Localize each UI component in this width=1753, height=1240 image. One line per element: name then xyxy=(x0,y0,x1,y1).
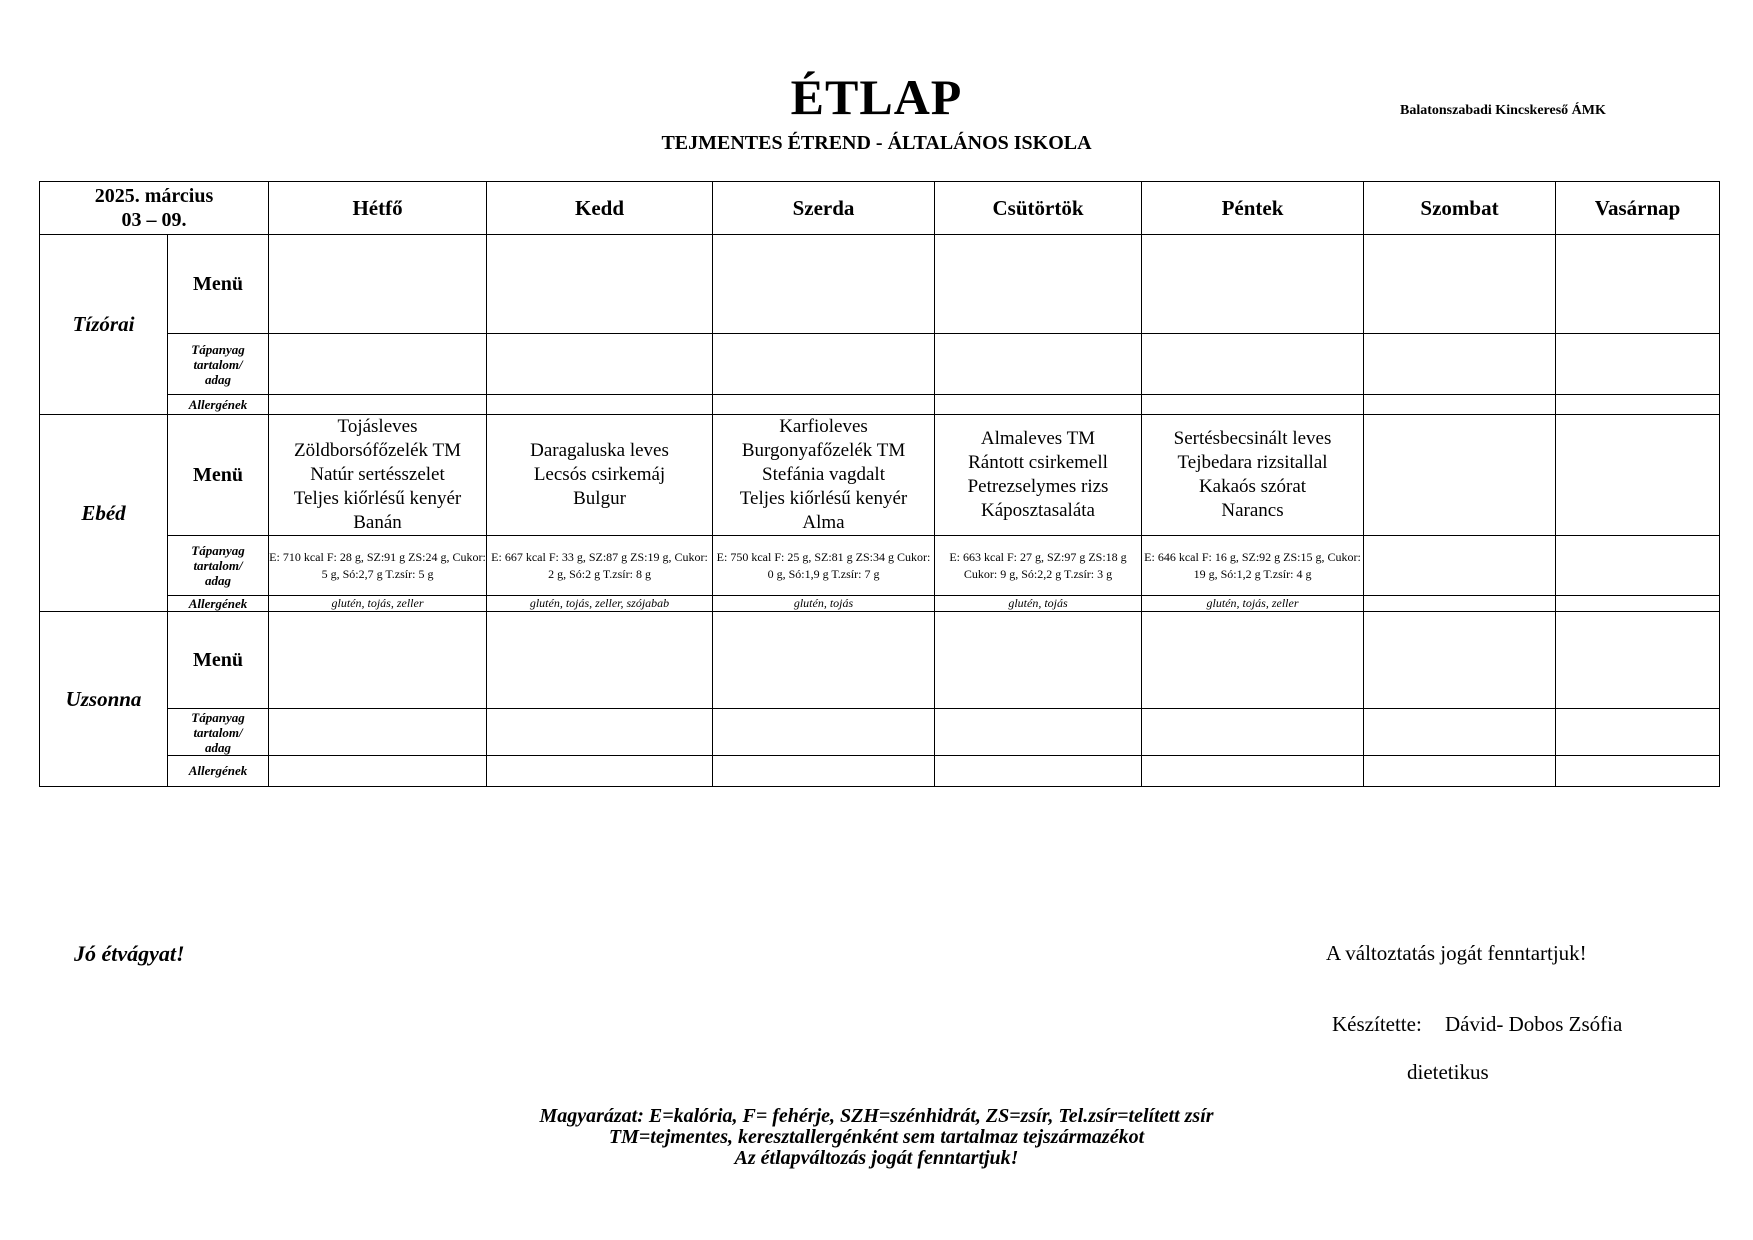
dish-item: Petrezselymes rizs xyxy=(967,476,1109,497)
nutrition-label-line-2: tartalom/ xyxy=(193,724,243,740)
dish-item: Almaleves TM xyxy=(980,428,1096,449)
legend-note-2: TM=tejmentes, keresztallergénként sem tartalmaz tejszármazékot xyxy=(608,1126,1145,1148)
dish-item: Káposztasaláta xyxy=(981,500,1095,521)
nutrition-label-line-2: tartalom/ xyxy=(193,356,243,372)
dish-item: Sertésbecsinált leves xyxy=(1173,428,1332,449)
dish-item: Daragaluska leves xyxy=(530,440,669,461)
made-by-name: Dávid- Dobos Zsófia xyxy=(1445,1012,1623,1036)
nutrition-cell-thursday: E: 663 kcal F: 27 g, SZ:97 g ZS:18 g Cukor: 9 g, Só:2,2 g T.zsír: 3 g xyxy=(935,536,1142,596)
dish-item: Alma xyxy=(802,512,845,533)
dish-item: Karfioleves xyxy=(779,416,868,437)
ebed-menu-row xyxy=(40,415,1720,536)
dish-item: Rántott csirkemell xyxy=(968,452,1108,473)
allergen-cell-tuesday: glutén, tojás, zeller, szójabab xyxy=(487,596,713,612)
day-header-saturday: Szombat xyxy=(1364,182,1556,235)
meal-label-uzsonna: Uzsonna xyxy=(40,612,168,787)
dish-item: Burgonyafőzelék TM xyxy=(741,440,906,461)
nutrition-label-line-3: adag xyxy=(205,371,231,387)
nutrition-label-line-1: Tápanyag xyxy=(191,341,245,357)
header-row xyxy=(40,182,1720,235)
allergen-cell-wednesday: glutén, tojás xyxy=(713,596,935,612)
dish-cell-friday xyxy=(1142,415,1364,536)
dish-cell-tuesday xyxy=(487,415,713,536)
row-label-menu: Menü xyxy=(168,612,269,709)
tizorai-nutrition-row xyxy=(40,334,1720,395)
nutrition-label-line-3: adag xyxy=(205,739,231,755)
dish-cell-thursday xyxy=(935,415,1142,536)
date-line-1: 2025. március xyxy=(94,185,214,207)
date-line-2: 03 – 09. xyxy=(121,209,187,231)
meal-label-tizorai: Tízórai xyxy=(40,235,168,415)
dish-item: Banán xyxy=(353,512,402,533)
row-label-allergens: Allergének xyxy=(168,756,269,787)
nutrition-cell-wednesday: E: 750 kcal F: 25 g, SZ:81 g ZS:34 g Cukor: 0 g, Só:1,9 g T.zsír: 7 g xyxy=(713,536,935,596)
row-label-allergens: Allergének xyxy=(168,395,269,415)
allergen-cell-monday: glutén, tojás, zeller xyxy=(269,596,487,612)
dish-item: Kakaós szórat xyxy=(1198,476,1307,497)
dish-item: Tejbedara rizsitallal xyxy=(1177,452,1328,473)
tizorai-menu-row xyxy=(40,235,1720,334)
dish-item: Natúr sertésszelet xyxy=(310,464,445,485)
row-label-nutrition xyxy=(168,334,269,395)
uzsonna-menu-row xyxy=(40,612,1720,709)
allergen-cell-thursday: glutén, tojás xyxy=(935,596,1142,612)
menu-table xyxy=(39,181,1720,787)
nutrition-cell-tuesday: E: 667 kcal F: 33 g, SZ:87 g ZS:19 g, Cukor: 2 g, Só:2 g T.zsír: 8 g xyxy=(487,536,713,596)
page-title: ÉTLAP xyxy=(790,69,963,125)
ebed-nutrition-row xyxy=(40,536,1720,596)
dish-cell-wednesday xyxy=(713,415,935,536)
day-header-tuesday: Kedd xyxy=(487,182,713,235)
uzsonna-allergen-row xyxy=(40,756,1720,787)
row-label-allergens: Allergének xyxy=(168,596,269,612)
author-role: dietetikus xyxy=(1407,1060,1489,1084)
day-header-thursday: Csütörtök xyxy=(935,182,1142,235)
made-by-label: Készítette: xyxy=(1332,1012,1422,1036)
organization-name: Balatonszabadi Kincskereső ÁMK xyxy=(1400,103,1606,118)
uzsonna-nutrition-row xyxy=(40,709,1720,756)
dish-item: Narancs xyxy=(1221,500,1284,521)
nutrition-label-line-2: tartalom/ xyxy=(193,558,243,573)
nutrition-label-line-1: Tápanyag xyxy=(191,709,245,725)
nutrition-cell-monday: E: 710 kcal F: 28 g, SZ:91 g ZS:24 g, Cukor: 5 g, Só:2,7 g T.zsír: 5 g xyxy=(269,536,487,596)
dish-cell-monday xyxy=(269,415,487,536)
row-label-menu: Menü xyxy=(168,415,269,536)
day-header-monday: Hétfő xyxy=(269,182,487,235)
rights-reserved-text: A változtatás jogát fenntartjuk! xyxy=(1326,941,1587,965)
row-label-nutrition xyxy=(168,709,269,756)
day-header-wednesday: Szerda xyxy=(713,182,935,235)
allergen-cell-friday: glutén, tojás, zeller xyxy=(1142,596,1364,612)
dish-item: Zöldborsófőzelék TM xyxy=(294,440,461,461)
legend-note-1: Magyarázat: E=kalória, F= fehérje, SZH=szénhidrát, ZS=zsír, Tel.zsír=telített zsír xyxy=(539,1105,1214,1127)
dish-item: Bulgur xyxy=(573,488,626,509)
day-header-sunday: Vasárnap xyxy=(1556,182,1720,235)
bon-appetit-text: Jó étvágyat! xyxy=(74,941,185,966)
nutrition-cell-friday: E: 646 kcal F: 16 g, SZ:92 g ZS:15 g, Cukor: 19 g, Só:1,2 g T.zsír: 4 g xyxy=(1142,536,1364,596)
nutrition-label-line-1: Tápanyag xyxy=(191,543,245,558)
day-header-friday: Péntek xyxy=(1142,182,1364,235)
meal-label-ebed: Ebéd xyxy=(40,415,168,612)
dish-item: Teljes kiőrlésű kenyér xyxy=(739,488,908,509)
page-subtitle: TEJMENTES ÉTREND - ÁLTALÁNOS ISKOLA xyxy=(661,132,1092,154)
ebed-allergen-row xyxy=(40,596,1720,612)
dish-item: Stefánia vagdalt xyxy=(762,464,885,485)
row-label-nutrition xyxy=(168,536,269,596)
nutrition-label-line-3: adag xyxy=(205,573,231,588)
dish-item: Lecsós csirkemáj xyxy=(533,464,666,485)
date-range-cell xyxy=(40,182,269,235)
dish-item: Teljes kiőrlésű kenyér xyxy=(293,488,462,509)
dish-item: Tojásleves xyxy=(337,416,418,437)
tizorai-allergen-row xyxy=(40,395,1720,415)
row-label-menu: Menü xyxy=(168,235,269,334)
legend-note-3: Az étlapváltozás jogát fenntartjuk! xyxy=(734,1147,1019,1169)
